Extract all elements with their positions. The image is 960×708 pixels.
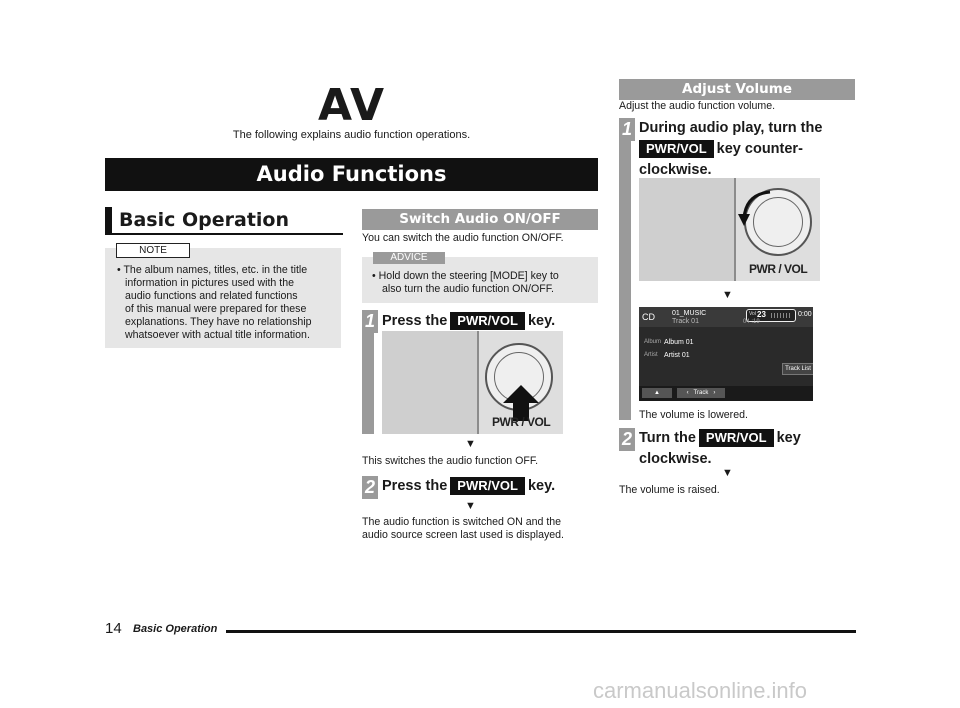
- note-line: • The album names, titles, etc. in the title: [117, 264, 308, 276]
- step-text: Press the: [382, 313, 448, 329]
- knob-panel: [734, 178, 820, 281]
- knob-label: PWR / VOL: [492, 415, 551, 429]
- pwr-vol-key: PWR/VOL: [450, 312, 525, 330]
- rotate-ccw-arrow-icon: [736, 186, 776, 230]
- up-button[interactable]: ▲: [642, 388, 672, 398]
- basic-operation-heading-text: Basic Operation: [119, 209, 290, 231]
- switch-audio-intro: You can switch the audio function ON/OFF.: [362, 232, 564, 244]
- step-text: key.: [527, 478, 556, 494]
- track-list-button[interactable]: Track List: [782, 363, 813, 375]
- basic-operation-heading: [105, 207, 343, 235]
- knob-illustration: [382, 331, 563, 434]
- pwr-vol-key: PWR/VOL: [450, 477, 525, 495]
- step-result: [362, 516, 598, 542]
- step-instruction: [382, 476, 555, 497]
- artist-value: Artist 01: [664, 352, 690, 359]
- note-line: of this manual were prepared for these: [125, 303, 307, 315]
- note-text: [115, 264, 337, 342]
- sub-time: 04 :19: [743, 319, 760, 325]
- step-instruction: [639, 118, 849, 181]
- advice-tag: ADVICE: [373, 252, 445, 264]
- step-number: 2: [619, 428, 635, 451]
- step-result: The volume is lowered.: [639, 409, 748, 421]
- result-line: audio source screen last used is displayed.: [362, 529, 564, 541]
- note-line: whatsoever with actual title information.: [125, 329, 310, 341]
- step-text: clockwise.: [639, 162, 712, 178]
- cd-screen: [639, 307, 813, 401]
- result-line: The audio function is switched ON and the: [362, 516, 562, 528]
- track-nav-button[interactable]: ‹ Track ›: [677, 388, 725, 398]
- volume-bars: [771, 313, 792, 318]
- note-line: information in pictures used with the: [125, 277, 294, 289]
- down-arrow-icon: ▼: [722, 467, 733, 479]
- step-number: 1: [619, 118, 635, 141]
- volume-value: 23: [757, 310, 766, 319]
- step-number: 1: [362, 310, 378, 333]
- folder-name: 01_MUSIC: [672, 310, 707, 317]
- volume-label: Vol: [749, 311, 756, 317]
- knob-illustration: [639, 178, 820, 281]
- step-text: clockwise.: [639, 451, 712, 467]
- note-line: audio functions and related functions: [125, 290, 298, 302]
- footer-section: Basic Operation: [133, 623, 218, 635]
- step-text: key.: [527, 313, 556, 329]
- track-name: Track 01: [672, 318, 699, 325]
- step-text: During audio play, turn the: [639, 120, 823, 136]
- pwr-vol-key: PWR/VOL: [639, 140, 714, 158]
- down-arrow-icon: ▼: [722, 289, 733, 301]
- album-value: Album 01: [664, 339, 694, 346]
- footer-rule: [226, 630, 856, 633]
- page-number: 14: [105, 620, 122, 637]
- knob-panel: [477, 331, 563, 434]
- adjust-volume-intro: Adjust the audio function volume.: [619, 100, 776, 112]
- step-text: Press the: [382, 478, 448, 494]
- adjust-volume-heading: Adjust Volume: [619, 79, 855, 100]
- note-line: explanations. They have no relationship: [125, 316, 312, 328]
- step-text: key: [776, 430, 801, 446]
- step-instruction: [382, 311, 555, 332]
- note-tag: NOTE: [116, 243, 190, 258]
- album-label: Album: [644, 339, 662, 345]
- step-result: This switches the audio function OFF.: [362, 455, 539, 467]
- step-number: 2: [362, 476, 378, 499]
- down-arrow-icon: ▼: [465, 438, 476, 450]
- switch-audio-heading: Switch Audio ON/OFF: [362, 209, 598, 230]
- step-text: key counter-: [716, 141, 803, 157]
- section-banner: Audio Functions: [105, 158, 598, 191]
- advice-line: • Hold down the steering [MODE] key to: [372, 270, 559, 282]
- step-text: Turn the: [639, 430, 696, 446]
- step-result: The volume is raised.: [619, 484, 720, 496]
- watermark: carmanualsonline.info: [593, 678, 808, 703]
- artist-label: Artist: [644, 352, 658, 358]
- pwr-vol-key: PWR/VOL: [699, 429, 774, 447]
- source-label: CD: [642, 312, 655, 322]
- down-arrow-icon: ▼: [465, 500, 476, 512]
- advice-text: [372, 270, 594, 296]
- step-instruction: [639, 428, 849, 470]
- advice-line: also turn the audio function ON/OFF.: [382, 283, 554, 295]
- step-bar: [619, 118, 631, 420]
- knob-label: PWR / VOL: [749, 262, 808, 276]
- play-time: 0:00: [798, 311, 812, 318]
- chapter-subtitle: The following explains audio function operations.: [232, 129, 471, 141]
- chapter-title: AV: [317, 80, 386, 131]
